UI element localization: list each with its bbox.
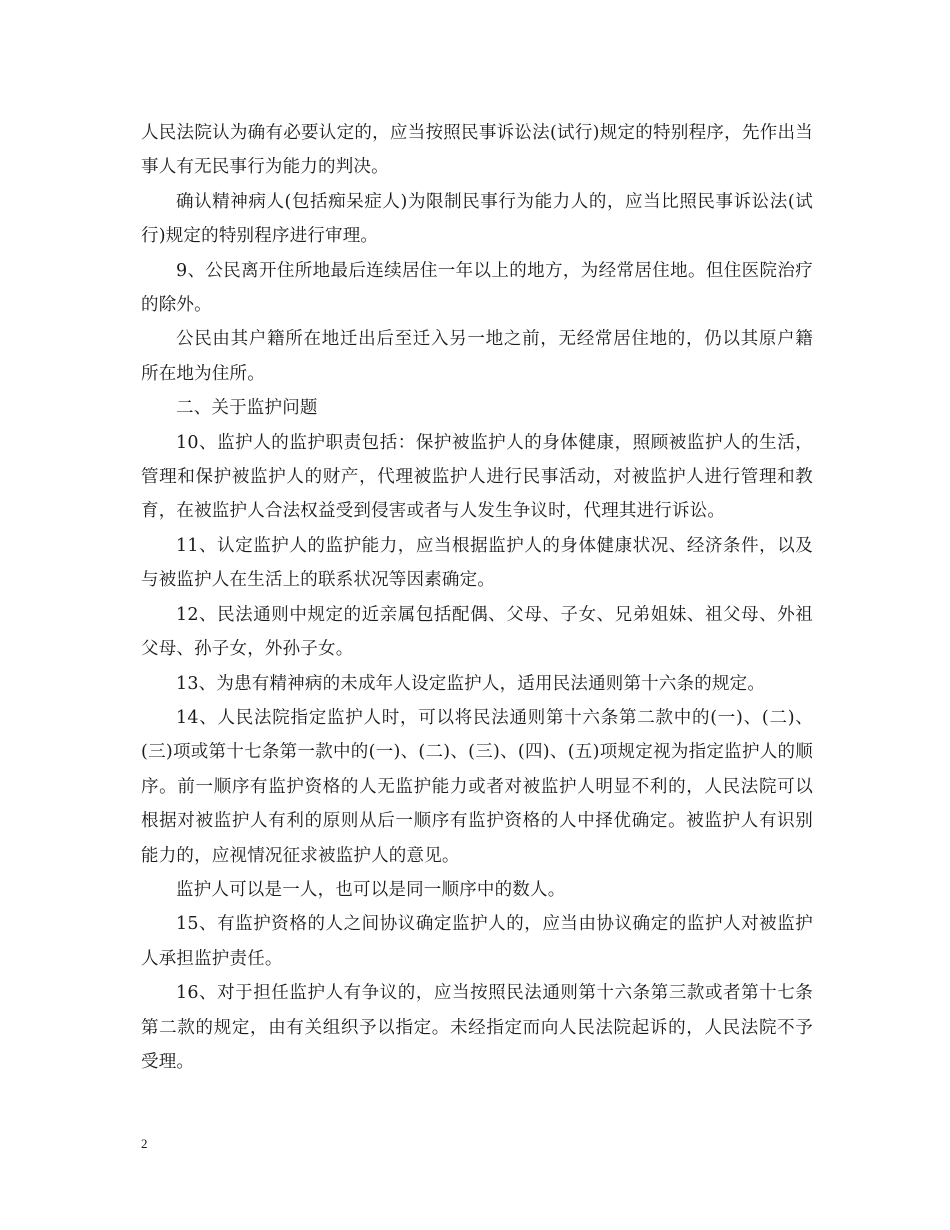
paragraph-item-16: 16、对于担任监护人有争议的，应当按照民法通则第十六条第三款或者第十七条第二款的规定，由有关组织予以指定。未经指定而向人民法院起诉的，人民法院不予受理。 (141, 983, 813, 1072)
paragraph: 公民由其户籍所在地迁出后至迁入另一地之前，无经常居住地的，仍以其原户籍所在地为住所。 (141, 329, 813, 384)
paragraph-item-14: 14、人民法院指定监护人时，可以将民法通则第十六条第二款中的(一)、(二)、(三)项或第十七条第一款中的(一)、(二)、(三)、(四)、(五)项规定视为指定监护人的顺序。前一顺序有监护资格的人无监护能力或者对被监护人明显不利的，人民法院可以根据对被监护人有利的原则从后一顺序有监护资格的人中择优确定。被监护人有识别能力的，应视情况征求被监护人的意见。 (141, 707, 813, 866)
paragraph-item-10: 10、监护人的监护职责包括：保护被监护人的身体健康，照顾被监护人的生活，管理和保护被监护人的财产，代理被监护人进行民事活动，对被监护人进行管理和教育，在被监护人合法权益受到侵害或者与人发生争议时，代理其进行诉讼。 (141, 432, 813, 522)
section-heading: 二、关于监护问题 (176, 398, 318, 419)
paragraph-item-9: 9、公民离开住所地最后连续居住一年以上的地方，为经常居住地。但住医院治疗的除外。 (141, 260, 813, 316)
paragraph-item-15: 15、有监护资格的人之间协议确定监护人的，应当由协议确定的监护人对被监护人承担监护责任。 (141, 914, 813, 969)
paragraph: 监护人可以是一人，也可以是同一顺序中的数人。 (176, 879, 566, 900)
paragraph-item-12: 12、民法通则中规定的近亲属包括配偶、父母、子女、兄弟姐妹、祖父母、外祖父母、孙子女，外孙子女。 (141, 604, 813, 660)
paragraph-item-13: 13、为患有精神病的未成年人设定监护人，适用民法通则第十六条的规定。 (176, 673, 766, 694)
page-number: 2 (141, 1136, 148, 1151)
paragraph-item-11: 11、认定监护人的监护能力，应当根据监护人的身体健康状况、经济条件，以及与被监护人在生活上的联系状况等因素确定。 (141, 535, 813, 591)
paragraph: 确认精神病人(包括痴呆症人)为限制民事行为能力人的，应当比照民事诉讼法(试行)规定的特别程序进行审理。 (141, 191, 813, 247)
document-body (141, 116, 813, 1079)
paragraph-continuation: 人民法院认为确有必要认定的，应当按照民事诉讼法(试行)规定的特别程序，先作出当事人有无民事行为能力的判决。 (141, 123, 813, 178)
